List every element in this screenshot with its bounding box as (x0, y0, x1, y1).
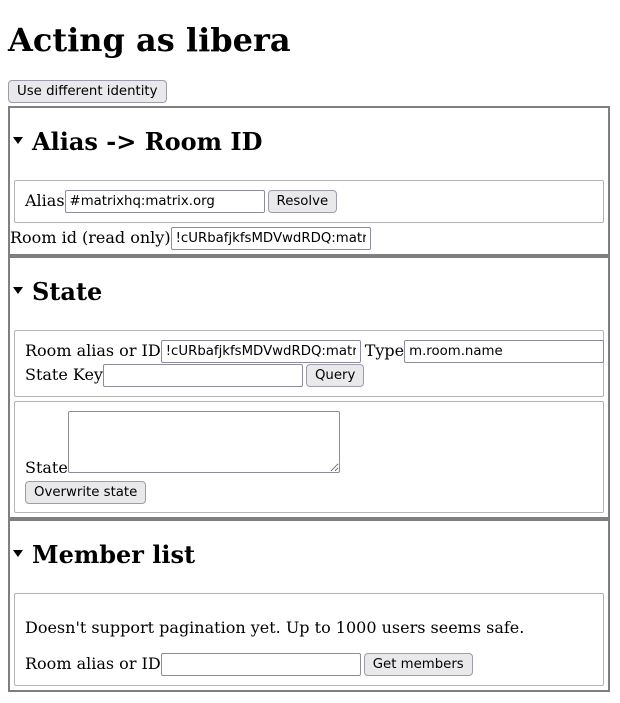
state-summary[interactable] (10, 258, 608, 326)
triangle-down-icon (13, 550, 23, 557)
resolve-button[interactable]: Resolve (268, 190, 338, 213)
state-room-label: Room alias or ID (25, 341, 161, 361)
use-different-identity-button[interactable]: Use different identity (8, 80, 167, 103)
state-room-row (25, 340, 593, 363)
query-button[interactable]: Query (306, 364, 364, 387)
member-fieldset (14, 593, 604, 686)
overwrite-row (25, 481, 593, 504)
state-query-fieldset (14, 330, 604, 397)
member-room-label: Room alias or ID (25, 653, 161, 673)
alias-label: Alias (25, 191, 65, 211)
state-section (8, 256, 610, 518)
state-textarea-row (25, 411, 593, 477)
alias-roomid-heading: Alias -> Room ID (32, 127, 263, 157)
state-key-input[interactable] (103, 364, 303, 387)
member-room-input[interactable] (161, 653, 361, 676)
alias-roomid-section (8, 106, 610, 256)
alias-fieldset (14, 180, 604, 223)
overwrite-state-button[interactable]: Overwrite state (25, 481, 146, 504)
triangle-down-icon (13, 137, 23, 144)
triangle-down-icon (13, 287, 23, 294)
state-type-label: Type (364, 341, 405, 361)
member-list-heading: Member list (32, 539, 196, 569)
room-id-row (10, 227, 608, 250)
member-room-row (25, 653, 593, 676)
room-id-label: Room id (read only) (10, 228, 171, 248)
state-heading: State (32, 277, 103, 307)
member-list-section (8, 519, 610, 692)
pagination-note: Doesn't support pagination yet. Up to 1000 users seems safe. (25, 617, 525, 637)
get-members-button[interactable]: Get members (364, 653, 473, 676)
page-title: Acting as libera (8, 21, 291, 59)
state-type-input[interactable] (404, 340, 604, 363)
state-label: State (25, 458, 68, 478)
alias-input[interactable] (65, 190, 265, 213)
alias-roomid-summary[interactable] (10, 108, 608, 176)
alias-row (25, 190, 593, 213)
state-room-input[interactable] (161, 340, 361, 363)
room-id-input[interactable] (171, 227, 371, 250)
state-edit-fieldset (14, 401, 604, 512)
state-key-label: State Key (25, 365, 103, 385)
state-key-row (25, 364, 593, 387)
member-list-summary[interactable] (10, 521, 608, 589)
state-textarea[interactable] (68, 411, 340, 473)
